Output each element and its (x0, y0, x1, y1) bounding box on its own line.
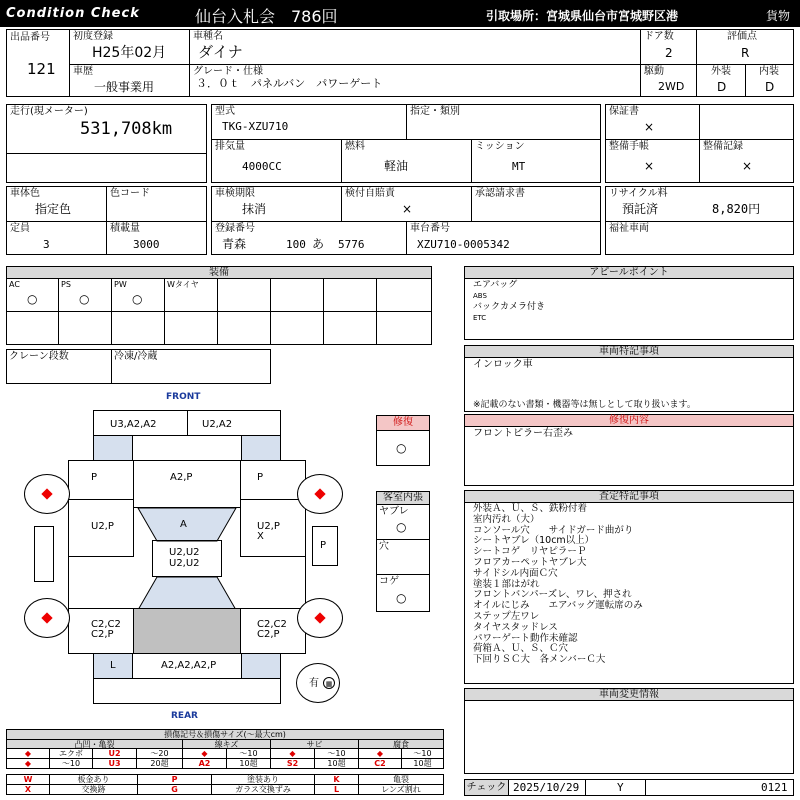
legend-group-dent: 凸凹・亀裂 (6, 739, 183, 749)
check-row (464, 779, 794, 796)
legend-key-code: L (314, 784, 359, 795)
inspection-cell (211, 186, 342, 222)
plate-cell (211, 221, 407, 255)
history-label: 車歴 (73, 66, 93, 77)
check-divider (645, 780, 646, 795)
crane-label: クレーン段数 (9, 351, 69, 362)
welfare-cell (605, 221, 794, 255)
appeal-item: エアバッグ (473, 280, 518, 290)
check-label: チェック (465, 780, 509, 795)
mileage-value: 531,708km (80, 119, 173, 139)
score-value: R (741, 46, 750, 60)
change-title: 車両変更情報 (464, 688, 794, 701)
door-left (68, 499, 134, 557)
recycle-fee: 8,820円 (712, 202, 761, 216)
inspect-item: コンソール穴 サイドガード曲がり (473, 524, 634, 536)
lot-cell (6, 29, 70, 97)
color-code-cell (106, 186, 207, 222)
mileage-label: 走行(現メーター) (10, 106, 88, 117)
fuel-cell (341, 139, 472, 183)
color-value: 指定色 (35, 202, 72, 216)
cabin-tear-value: ○ (396, 520, 407, 534)
inspect-list (473, 504, 643, 666)
insurance-cell (341, 186, 472, 222)
legend-cell: ～10 (226, 748, 271, 759)
vehicle-category: 貨物 (766, 9, 791, 23)
load-label: 積載量 (110, 223, 140, 234)
repair-content-box (464, 426, 794, 486)
door-left-damage: U2,P (91, 521, 114, 532)
door-right-damage-2: X (257, 531, 264, 542)
panel-front-left-damage: P (91, 472, 98, 483)
name-cell (189, 29, 641, 65)
inspect-item: シートコゲ リヤピラーＰ (473, 546, 587, 558)
legend-code: S2 (270, 758, 315, 769)
inspect-item: 外装Ａ、Ｕ、Ｓ、鉄粉付着 (473, 503, 588, 514)
appeal-box (464, 278, 794, 340)
legend-key-code: W (6, 774, 50, 785)
cab-divider (187, 411, 188, 435)
mission-label: ミッション (475, 141, 525, 152)
tire-front-right-icon (314, 488, 325, 499)
inspect-item: タイヤスタッドレス (473, 621, 558, 633)
tire-rear-left-icon (41, 612, 52, 623)
mileage-extra-cell (6, 153, 207, 183)
inspect-title: 査定特記事項 (464, 490, 794, 503)
interior-cell (745, 64, 794, 97)
legend-cell: ～10 (401, 748, 444, 759)
legend-cell: ～20 (136, 748, 183, 759)
manual-cell (605, 139, 700, 183)
legend-cell: 10超 (314, 758, 359, 769)
equip-pw-label: PW (114, 280, 127, 289)
inspect-item: 室内汚れ（大） (473, 513, 540, 525)
warranty-label: 保証書 (609, 106, 639, 117)
panel-roof-damage: A2,P (170, 472, 193, 483)
legend-key-code: G (137, 784, 212, 795)
history-cell (69, 64, 190, 97)
equip-blank (270, 278, 324, 312)
cabin-tear-label: ヤブレ (379, 506, 409, 517)
left-mirror-area (93, 435, 133, 461)
drive-label: 駆動 (644, 66, 664, 77)
rear-left-damage: C2,C2 (91, 619, 121, 630)
cab-right-damage: U2,A2 (202, 419, 233, 430)
rear-right-damage-2: C2,P (257, 629, 280, 640)
score-cell (696, 29, 794, 65)
color-code-label: 色コード (110, 188, 150, 199)
legend-key-code: K (314, 774, 359, 785)
capacity-label: 定員 (10, 223, 30, 234)
doors-label: ドア数 (644, 31, 674, 42)
score-label: 評価点 (727, 31, 757, 42)
warranty-value: × (644, 120, 655, 134)
warranty-extra-cell (699, 104, 794, 140)
equip-blank (217, 278, 271, 312)
equip-pw (111, 278, 165, 312)
rear-step (93, 678, 281, 704)
rear-label: REAR (171, 711, 198, 721)
rear-bumper-damage: A2,A2,A2,P (161, 660, 217, 671)
crane-cell (6, 349, 112, 384)
cabin-center (152, 540, 222, 577)
reg-cell (69, 29, 190, 65)
mission-value: MT (512, 160, 526, 173)
name-label: 車種名 (193, 31, 223, 42)
inspect-item: 荷箱Ａ、Ｕ、Ｓ、Ｃ穴 (473, 643, 569, 655)
legend-group-rust: サビ (270, 739, 359, 749)
vehicle-name: ダイナ (198, 43, 243, 61)
door-count: 2 (665, 46, 673, 60)
equip-blank (323, 311, 377, 345)
chassis-cell (406, 221, 601, 255)
repair-content-text: フロントピラー右歪み (473, 428, 573, 439)
legend-key-code: X (6, 784, 50, 795)
left-mirror (34, 526, 54, 582)
cabin-hole-label: 穴 (379, 541, 389, 552)
legend-cell: ～10 (49, 758, 93, 769)
appeal-item: バックカメラ付き (473, 302, 546, 312)
chassis-number: XZU710-0005342 (417, 238, 510, 251)
plate-area: 青森 (222, 237, 247, 251)
load-value: 3000 (133, 238, 160, 251)
load-cell (106, 221, 207, 255)
rear-right-lamp (241, 653, 281, 679)
cabin-burn-value: ○ (396, 591, 407, 605)
legend-key-text: ガラス交換ずみ (211, 784, 315, 795)
fuel-value: 軽油 (384, 159, 409, 173)
freezer-label: 冷凍/冷蔵 (114, 351, 158, 362)
rear-right-damage: C2,C2 (257, 619, 287, 630)
panel-roof (133, 460, 241, 508)
legend-cell: ～10 (314, 748, 359, 759)
equip-blank (323, 278, 377, 312)
drive-cell (640, 64, 697, 97)
recycle-cell (605, 186, 794, 222)
change-box (464, 700, 794, 774)
model-cell (211, 104, 407, 140)
windshield-damage: A (180, 519, 187, 530)
equip-ps (58, 278, 112, 312)
manual-label: 整備手帳 (609, 141, 649, 152)
rear-right-panel (240, 608, 306, 654)
legend-key-text: レンズ割れ (358, 784, 444, 795)
rear-left-panel (68, 608, 134, 654)
repair-box (376, 430, 430, 466)
tire-front-right (297, 474, 343, 514)
displacement-cell (211, 139, 342, 183)
spare-tire-label: 有 (309, 678, 319, 689)
panel-front-right-damage: P (257, 472, 264, 483)
recycle-status: 預託済 (622, 202, 659, 216)
right-mirror-area (241, 435, 281, 461)
inspect-box (464, 502, 794, 684)
doors-cell (640, 29, 697, 65)
check-date: 2025/10/29 (513, 781, 580, 794)
notes-title: 車両特記事項 (464, 345, 794, 358)
cabin-center-damage: U2,U2 (169, 547, 200, 558)
right-side-damage: P (320, 540, 327, 551)
inspect-item: ステップ左ワレ (473, 610, 540, 622)
record-value: × (742, 159, 753, 173)
tire-front-left-icon (41, 488, 52, 499)
approval-label: 承認請求書 (475, 188, 525, 199)
exterior-label: 外装 (711, 66, 731, 77)
lot-number: 121 (27, 60, 56, 78)
mileage-cell (6, 104, 207, 154)
legend-marker: ◆ (6, 758, 50, 769)
equip-ps-value: ○ (79, 292, 90, 306)
record-cell (699, 139, 794, 183)
equip-blank (6, 311, 59, 345)
displacement-label: 排気量 (215, 141, 245, 152)
inspection-label: 車検期限 (215, 188, 255, 199)
welfare-label: 福祉車両 (609, 223, 649, 234)
front-label: FRONT (166, 392, 201, 402)
equipment-title: 装備 (6, 266, 432, 279)
legend-code: C2 (358, 758, 402, 769)
manual-value: × (644, 159, 655, 173)
equip-ac-value: ○ (27, 292, 38, 306)
door-right (240, 499, 306, 557)
repair-title: 修復 (376, 415, 430, 431)
rear-glass (138, 577, 236, 610)
capacity-cell (6, 221, 107, 255)
spare-tire-icon: ▦ (323, 677, 335, 689)
insurance-label: 検付自賠責 (345, 188, 395, 199)
rear-left-damage-2: C2,P (91, 629, 114, 640)
color-label: 車体色 (10, 188, 40, 199)
legend-marker: ◆ (182, 748, 227, 759)
check-divider (585, 780, 586, 795)
equip-pw-value: ○ (132, 292, 143, 306)
panel-front-left (68, 460, 134, 500)
equip-wtire (164, 278, 218, 312)
spare-tire (296, 663, 340, 703)
inspect-item: フロントバンパーズレ、ワレ、押され (473, 589, 632, 601)
designation-label: 指定・類別 (410, 106, 460, 117)
cabin-burn (376, 574, 430, 612)
cabin-title: 客室内張 (376, 491, 430, 505)
model-code: TKG-XZU710 (222, 120, 289, 133)
repair-content-title: 修復内容 (464, 414, 794, 427)
tire-rear-right-icon (314, 612, 325, 623)
equip-ps-label: PS (61, 280, 71, 289)
legend-marker: ◆ (6, 748, 50, 759)
inspect-item: 塗装１部はがれ (473, 578, 540, 590)
appeal-item: ETC (473, 314, 487, 322)
plate-number: 5776 (338, 238, 365, 251)
legend-group-scratch: 線キズ (182, 739, 271, 749)
repair-value: ○ (396, 441, 407, 455)
plate-label: 登録番号 (215, 223, 255, 234)
legend-key-text: 亀裂 (358, 774, 444, 785)
reg-label: 初度登録 (73, 31, 113, 42)
legend-key-code: P (137, 774, 212, 785)
plate-kana: あ (312, 237, 325, 251)
header-bar (0, 0, 800, 27)
grade-label: グレード・仕様 (193, 66, 263, 77)
mission-cell (471, 139, 601, 183)
equip-blank (58, 311, 112, 345)
cabin-hole (376, 539, 430, 575)
legend-marker: ◆ (358, 748, 402, 759)
record-label: 整備記録 (703, 141, 743, 152)
door-right-damage: U2,P (257, 521, 280, 532)
exterior-grade: D (717, 80, 727, 94)
legend-title: 損傷記号＆損傷サイズ(～最大cm) (6, 729, 444, 740)
page-title: 仙台入札会 786回 (195, 7, 338, 26)
cab-left-damage: U3,A2,A2 (110, 419, 157, 430)
cab-top (93, 410, 281, 436)
legend-key-text: 板金あり (49, 774, 138, 785)
tire-rear-left (24, 598, 70, 638)
interior-label: 内装 (759, 66, 779, 77)
notes-box (464, 357, 794, 412)
inspect-item: オイルにじみ エアバッグ運転席のみ (473, 600, 643, 612)
legend-cell: 10超 (401, 758, 444, 769)
equip-blank (270, 311, 324, 345)
legend-code: U3 (92, 758, 137, 769)
equip-blank (217, 311, 271, 345)
inspection-value: 抹消 (242, 202, 267, 216)
legend-key-text: 塗装あり (211, 774, 315, 785)
lot-label: 出品番号 (10, 32, 50, 43)
right-side-box (312, 526, 338, 566)
drive-type: 2WD (658, 80, 685, 93)
equip-blank (164, 311, 218, 345)
cargo-floor (133, 608, 241, 654)
equip-ac-label: AC (9, 280, 20, 289)
legend-key-text: 交換跡 (49, 784, 138, 795)
legend-code: A2 (182, 758, 227, 769)
equip-ac (6, 278, 59, 312)
appeal-item: ABS (473, 292, 487, 300)
cabin-burn-label: コゲ (379, 576, 399, 587)
grade-cell (189, 64, 641, 97)
legend-cell: 20超 (136, 758, 183, 769)
brand-label: Condition Check (6, 6, 140, 21)
legend-code: U2 (92, 748, 137, 759)
equip-blank (111, 311, 165, 345)
exterior-cell (696, 64, 746, 97)
grade-spec: ３．０ｔ パネルバン パワーゲート (196, 77, 383, 90)
inspect-item: サイドシル内面Ｃ穴 (473, 567, 558, 579)
appeal-title: アピールポイント (464, 266, 794, 279)
color-cell (6, 186, 107, 222)
capacity-value: 3 (43, 238, 50, 251)
check-mark: Y (617, 781, 624, 794)
notes-text: インロック車 (473, 359, 533, 370)
first-registration: H25年02月 (92, 45, 167, 61)
tire-front-left (24, 474, 70, 514)
freezer-cell (111, 349, 271, 384)
vehicle-history: 一般事業用 (94, 80, 155, 94)
rear-left-lamp (93, 653, 133, 679)
equip-wtire-label: Wタイヤ (167, 280, 199, 289)
pickup-location: 引取場所：宮城県仙台市宮城野区港 (486, 9, 679, 23)
inspect-item: フロアカーペットヤブレ大 (473, 556, 587, 568)
model-label: 型式 (215, 106, 235, 117)
equip-blank (376, 311, 432, 345)
recycle-label: リサイクル料 (609, 188, 668, 199)
legend-cell: エクボ (49, 748, 93, 759)
legend-cell: 10超 (226, 758, 271, 769)
appeal-list (473, 280, 545, 324)
cabin-center-damage-2: U2,U2 (169, 558, 200, 569)
displacement-value: 4000CC (242, 160, 282, 173)
inspect-item: シートヤブレ（10cm以上） (473, 535, 595, 547)
legend-marker: ◆ (270, 748, 315, 759)
inspect-item: 下回りＳＣ大 各メンバーＣ大 (473, 654, 606, 666)
inspect-item: パワーゲート動作未確認 (473, 632, 578, 644)
legend-group-corrosion: 腐食 (358, 739, 444, 749)
interior-grade: D (765, 80, 775, 94)
windshield (138, 508, 236, 541)
approval-cell (471, 186, 601, 222)
equip-blank (376, 278, 432, 312)
designation-cell (406, 104, 601, 140)
rear-bumper (132, 653, 242, 679)
insurance-value: × (402, 202, 413, 216)
tire-rear-right (297, 598, 343, 638)
fuel-label: 燃料 (345, 141, 365, 152)
rear-left-lamp-damage: L (110, 660, 116, 671)
cabin-tear (376, 504, 430, 540)
notes-footer: ※記載のない書類・機器等は無しとして取り扱います。 (473, 400, 696, 410)
check-code: 0121 (761, 781, 788, 794)
plate-class: 100 (286, 238, 306, 251)
warranty-cell (605, 104, 700, 140)
chassis-label: 車台番号 (410, 223, 450, 234)
